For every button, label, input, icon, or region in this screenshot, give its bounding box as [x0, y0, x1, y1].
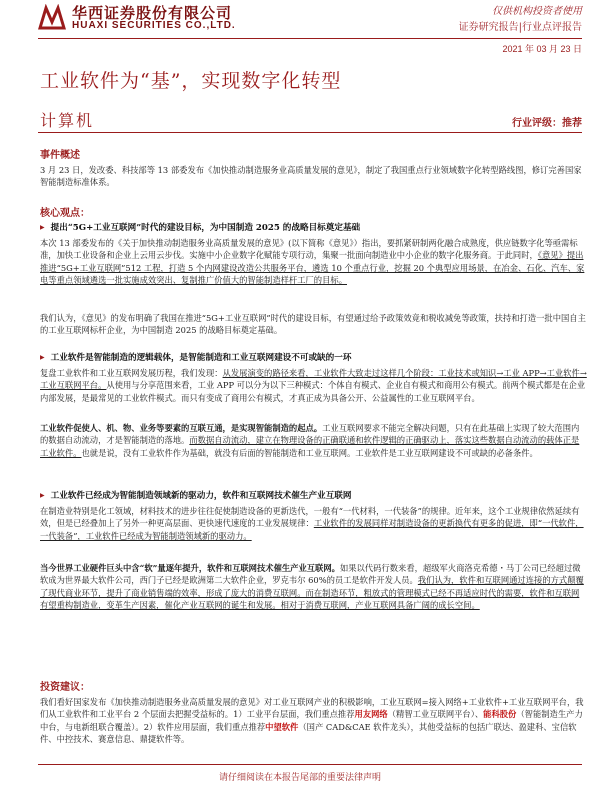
- invest-heading: 投资建议：: [40, 682, 90, 693]
- title-divider: [38, 132, 582, 133]
- underlined-text: 而数据自动流动，建立在物理设备的正确联通和软件逻辑的正确驱动上，落实这些数据自动流动的载体正是工业软件。: [40, 435, 580, 458]
- report-title: 工业软件为“基”，实现数字化转型: [40, 70, 342, 92]
- report-header: [0, 0, 600, 54]
- underlined-text: 《意见》提出推进“5G+工业互联网”512 工程，打造 5 个内网建设改造公共服务平台，遴选 10 个重点行业，挖掘 20 个典型应用场景，在冶金、石化、汽车、家电等重点领域遴选一批实施成效突出、复制推广价值大的智能制造样杆工厂的目标。: [40, 250, 585, 285]
- underlined-text: 从发展演变的路径来看，工业软件大致走过这样几个阶段：工业技术或知识→工业 APP→工业软件→工业互联网平台。: [40, 368, 587, 391]
- text-span: （国产 CAD&CAE 软件龙头），其他受益标的包括广联达、盈建科、宝信软件、中控技术、赛意信息、鼎捷软件等。: [40, 721, 577, 744]
- text-span: 在制造业特别是化工领域，材料技术的进步往往促使制造设备的更新迭代，一般有“一代材料，一代装备”的规律。近年来，这个工业规律依然延续有效，但是已经叠加上了另外一种更高层面、更快速代速度的工业发展规律：: [40, 506, 580, 529]
- event-heading: 事件概述: [40, 150, 80, 161]
- core-bullet-1-title: ▶ 提出“5G+工业互联网”时代的建设目标，为中国制造 2025 的战略目标奠定基础: [40, 222, 587, 234]
- underlined-text: 而在制造环节，粗放式的管理模式已经不再适应时代的需要，软件和互联网有望重构制造业，变革生产因素，催化产业互联网的诞生和发展。相对于消费互联网，产业互联网具备广阔的成长空间。: [40, 587, 580, 610]
- report-type-tag: 证券研究报告|行业点评报告: [458, 22, 582, 33]
- underlined-text: 我们认为，软件和互联网通过连接的方式颠覆了现代商业环节，提升了商业销售端的效率，形成了庞大的消费互联网。: [40, 575, 584, 598]
- core-bullet-3-para-1: [40, 505, 587, 542]
- bold-text: 工业软件促使人、机、物、业务等要素的互联互通，是实现智能制造的起点。: [40, 423, 323, 433]
- core-bullet-2-para-2: [40, 422, 587, 459]
- core-bullet-1-para-1: [40, 237, 587, 286]
- invest-text: [40, 696, 587, 745]
- core-bullet-3-para-2: [40, 562, 587, 611]
- industry-rating: 行业评级：推荐: [512, 118, 582, 129]
- core-bullet-3-title: ▶ 工业软件已经成为智能制造领域新的驱动力，软件和互联网技术催生产业互联网: [40, 490, 587, 502]
- bold-text: 当今世界工业硬件巨头中含“软”量逐年提升，软件和互联网技术催生产业互联网。: [40, 563, 340, 573]
- core-bullet-2-title: ▶ 工业软件是智能制造的逻辑载体，是智能制造和工业互联网建设不可或缺的一环: [40, 352, 587, 364]
- report-date: 2021 年 03 月 23 日: [502, 44, 582, 54]
- stock-highlight: 能科股份: [483, 709, 517, 720]
- stock-highlight: 用友网络: [354, 709, 388, 720]
- sector-name: 计算机: [40, 111, 95, 130]
- event-text: 3 月 23 日，发改委、科技部等 13 部委发布《加快推动制造服务业高质量发展的意见》，制定了我国重点行业领域数字化转型路线图，修订完善国家智能制造标准体系。: [40, 165, 582, 188]
- text-span: 如果以代码行数来看，超级军火商洛克希德・马丁公司已经超过微软成为世界最大软件公司，西门子已经是欧洲第二大软件企业，罗克韦尔 60%的员工是软件开发人员。: [40, 563, 581, 586]
- text-span: 也就是说，没有工业软件作为基础，就没有后面的智能制造和工业互联网。工业软件是工业互联网建设不可或缺的必备条件。: [81, 447, 538, 458]
- legal-notice: 请仔细阅读在本报告尾部的重要法律声明: [218, 773, 381, 783]
- footer-divider: [38, 764, 582, 765]
- company-name-cn: 华西证券股份有限公司: [72, 4, 233, 22]
- underlined-text: 工业软件的发展同样对制造设备的更新换代有更多的促进，即“一代软件，一代装备”，工业软件已经成为智能制造领域新的驱动力。: [40, 518, 584, 541]
- text-span: 工业互联网要求不能完全解决问题，只有在此基础上实现了较大范围内的数据自动流动，才是智能制造的落地。: [40, 423, 580, 446]
- company-name-en: HUAXI SECURITIES CO.,LTD.: [72, 20, 236, 31]
- stock-highlight: 中望软件: [265, 721, 299, 732]
- text-span: 本次 13 部委发布的《关于加快推动制造服务业高质量发展的意见》(以下简称《意见》）指出，要抓紧研制两化融合成熟度，供应链数字化等亟需标准，加快工业设备和企业上云用云步伐。实施中小企业数字化赋能专项行动，集聚一批面向制造业中小企业的数字化服务商。于此同时，: [40, 238, 578, 261]
- audience-slogan: 仅供机构投资者使用: [492, 6, 582, 17]
- text-span: 复盘工业软件和工业互联网发展历程，我们发现：: [40, 368, 223, 378]
- text-span: 从使用与分享范围来看，工业 APP 可以分为以下三种模式：个体自有模式、企业自有模式和商用公有模式。前两个模式都是在企业内部发展，是最常见的工业软件模式。而只有变成了商用公有模式，才真正成为具备公开、公益属性的工业互联网平台。: [40, 380, 586, 403]
- text-span: （智能制造生产力中台，与电新组联合覆盖）。2）软件应用层面，我们重点推荐: [40, 709, 583, 732]
- core-heading: 核心观点：: [40, 208, 90, 219]
- text-span: 我们看好国家发布《加快推动制造服务业高质量发展的意见》对工业互联网产业的积极影响，工业互联网=接入网络+工业软件+工业互联网平台，我们从工业软件和工业平台 2 个层面去把握受益标的。1）工业平台层面，我们重点推荐: [40, 697, 584, 720]
- header-divider: [38, 38, 582, 39]
- core-bullet-2-para-1: [40, 367, 587, 404]
- text-span: （精智工业互联网平台）、: [387, 709, 484, 720]
- core-bullet-1-para-2: 我们认为，《意见》的发布明确了我国在推进“5G+工业互联网”时代的建设目标，有望通过给予政策效竟和税收减免等政策，扶持和打造一批中国自主的工业互联网标杆企业，为中国制造 2025 的战略目标奠定基础。: [40, 313, 586, 336]
- huaxi-logo-icon: [38, 4, 66, 30]
